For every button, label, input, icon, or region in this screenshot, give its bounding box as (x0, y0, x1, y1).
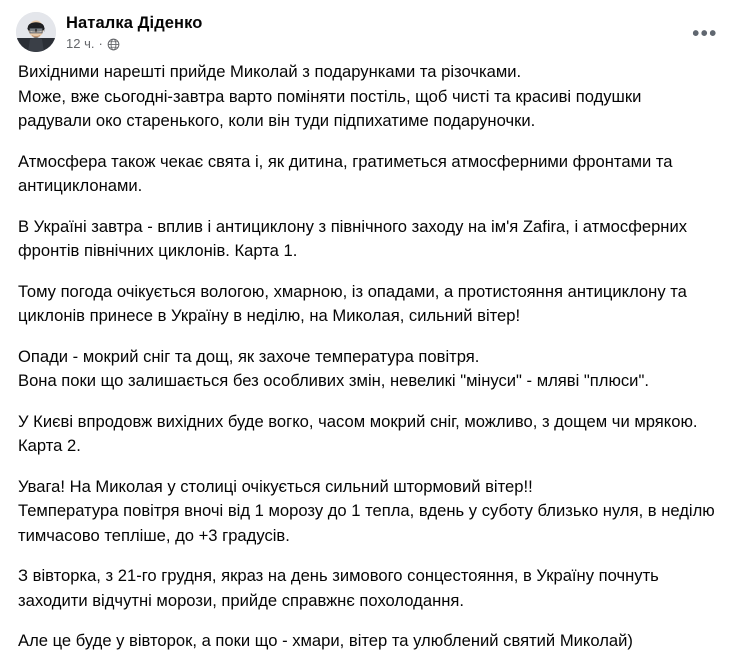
post-header (0, 0, 735, 56)
post-paragraph: Атмосфера також чекає свята і, як дитина, гратиметься атмосферними фронтами та антициклонами. (18, 151, 678, 195)
post-meta (66, 36, 202, 52)
meta-separator: · (98, 36, 103, 51)
post-paragraph: Опади - мокрий сніг та дощ, як захоче температура повітря. Вона поки що залишається без особливих змін, невеликі "мінуси" - мляві "плюси". (18, 346, 649, 390)
post-paragraph: Тому погода очікується вологою, хмарною, із опадами, а протистояння антициклону та циклонів принесе в Україну в неділю, на Миколая, сильний вітер! (18, 281, 692, 325)
post-author-block (66, 12, 202, 52)
post-paragraph: Увага! На Миколая у столиці очікується сильний штормовий вітер!! Температура повітря вночі від 1 морозу до 1 тепла, вдень у суботу близько нуля, в неділю тимчасово тепліше, до +3 градусів. (18, 476, 715, 545)
post-paragraph: У Києві впродовж вихідних буде вогко, часом мокрий сніг, можливо, з дощем чи мрякою. Карта 2. (18, 411, 703, 455)
post-timestamp[interactable]: 12 ч. (66, 36, 95, 51)
ellipsis-icon: ••• (692, 23, 718, 45)
avatar[interactable] (16, 12, 56, 52)
post-paragraph: В Україні завтра - вплив і антициклону з північного заходу на ім'я Zafira, і атмосферних фронтів північних циклонів. Карта 1. (18, 216, 692, 260)
post-body (0, 56, 735, 664)
post-options-button[interactable] (689, 18, 721, 50)
author-name[interactable]: Наталка Діденко (66, 14, 203, 32)
post-paragraph: Але це буде у вівторок, а поки що - хмари, вітер та улюблений святий Миколай) (18, 631, 633, 650)
post-paragraph: З вівторка, з 21-го грудня, якраз на день зимового сонцестояння, в Україну почнуть заходити відчутні морози, прийде справжнє похолодання. (18, 566, 664, 610)
globe-icon[interactable] (107, 38, 120, 51)
post-paragraph: Вихідними нарешті прийде Миколай з подарунками та різочками. Може, вже сьогодні-завтра варто поміняти постіль, щоб чисті та красиві подушки радували око старенького, коли він туди підпихатиме подаруночки. (18, 62, 642, 130)
